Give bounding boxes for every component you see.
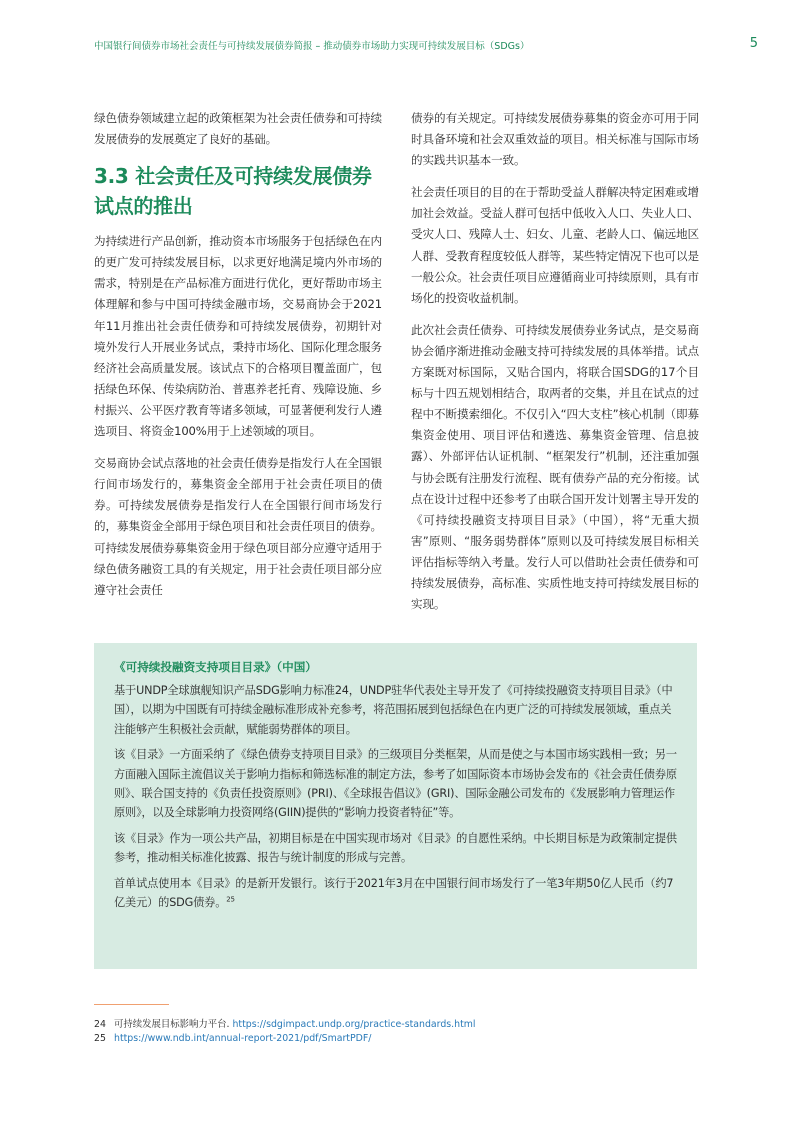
footnote-number: 24 (94, 1019, 106, 1030)
footnote-link[interactable]: https://www.ndb.int/annual-report-2021/pdf/SmartPDF/ (114, 1033, 372, 1044)
paragraph: 社会责任项目的目的在于帮助受益人群解决特定困难或增加社会效益。受益人群可包括中低收入人口、失业人口、受灾人口、残障人士、妇女、儿童、老龄人口、偏远地区人群、受教育程度较低人群等，某些特定情况下也可以是一般公众。社会责任项目应遵循商业可持续原则，具有市场化的投资收益机制。 (411, 185, 699, 305)
left-column (94, 108, 382, 612)
footnote-link[interactable]: https://sdgimpact.undp.org/practice-standards.html (232, 1019, 476, 1030)
paragraph: 交易商协会试点落地的社会责任债券是指发行人在全国银行间市场发行的，募集资金全部用于社会责任项目的债券。可持续发展债券是指发行人在全国银行间市场发行的，募集资金全部用于绿色项目和社会责任项目的债券。可持续发展债券募集资金用于绿色项目部分应遵守适用于绿色债务融资工具的有关规定，用于社会责任项目部分应遵守社会责任 (94, 456, 382, 597)
footnote-divider (94, 1004, 169, 1005)
footnote-number: 25 (94, 1033, 106, 1044)
box-paragraph: 该《目录》作为一项公共产品，初期目标是在中国实现市场对《目录》的自愿性采纳。中长期目标是为政策制定提供参考，推动相关标准化披露、报告与统计制度的形成与完善。 (114, 831, 677, 865)
box-paragraph: 基于UNDP全球旗舰知识产品SDG影响力标准24，UNDP驻华代表处主导开发了《可持续投融资支持项目目录》（中国），以期为中国既有可持续金融标准形成补充参考，将范围拓展到包括绿色在内更广泛的可持续发展领域，重点关注能够产生积极社会贡献，赋能弱势群体的项目。 (114, 684, 673, 736)
box-paragraph: 该《目录》一方面采纳了《绿色债券支持项目目录》的三级项目分类框架，从而是使之与本国市场实践相一致；另一方面融入国际主流倡议关于影响力指标和筛选标准的制定方法，参考了如国际资本市场协会发布的《社会责任债券原则》、联合国支持的《负责任投资原则》(PRI)、《全球报告倡议》(GRI)、国际金融公司发布的《发展影响力管理运作原则》，以及全球影响力投资网络(GIIN)提供的“影响力投资者特征”等。 (114, 748, 677, 820)
paragraph: 绿色债券领域建立起的政策框架为社会责任债券和可持续发展债券的发展奠定了良好的基础。 (94, 111, 382, 147)
right-column (411, 108, 699, 626)
footnote-text: 可持续发展目标影响力平台. (114, 1019, 233, 1030)
footnotes (94, 1018, 714, 1046)
running-header: 中国银行间债券市场社会责任与可持续发展债券简报 – 推动债券市场助力实现可持续发展目标（SDGs） (94, 41, 530, 52)
paragraph: 此次社会责任债券、可持续发展债券业务试点，是交易商协会循序渐进推动金融支持可持续发展的具体举措。试点方案既对标国际，又贴合国内，将联合国SDG的17个目标与十四五规划相结合，取两者的交集，并且在试点的过程中不断摸索细化。不仅引入“四大支柱”核心机制（即募集资金使用、项目评估和遴选、募集资金管理、信息披露）、外部评估认证机制、“框架发行”机制，还注重加强与协会既有注册发行流程、既有债券产品的充分衔接。试点在设计过程中还参考了由联合国开发计划署主导开发的《可持续投融资支持项目目录》（中国），将“无重大损害”原则、“服务弱势群体”原则以及可持续发展目标相关评估指标等纳入考量。发行人可以借助社会责任债券和可持续发展债券，高标准、实质性地支持可持续发展目标的实现。 (411, 322, 699, 612)
page-number: 5 (749, 36, 758, 51)
box-paragraph-text: 首单试点使用本《目录》的是新开发银行。该行于2021年3月在中国银行间市场发行了一笔3年期50亿人民币（约7亿美元）的SDG债券。 (114, 876, 674, 910)
footnote-marker: 25 (226, 895, 235, 904)
case-study-box (94, 643, 697, 969)
paragraph: 债券的有关规定。可持续发展债券募集的资金亦可用于同时具备环境和社会双重效益的项目。相关标准与国际市场的实践共识基本一致。 (411, 111, 699, 168)
paragraph: 为持续进行产品创新，推动资本市场服务于包括绿色在内的更广发可持续发展目标，以求更好地满足境内外市场的需求，特别是在产品标准方面进行优化，更好帮助市场主体理解和参与中国可持续金融市场，交易商协会于2021年11月推出社会责任债券和可持续发展债券，初期针对境外发行人开展业务试点，秉持市场化、国际化理念服务经济社会高质量发展。该试点下的合格项目覆盖面广，包括绿色环保、传染病防治、普惠养老托育、残障设施、乡村振兴、公平医疗教育等诸多领域，可显著便利发行人遴选项目、将资金100%用于上述领域的项目。 (94, 234, 382, 439)
box-title: 《可持续投融资支持项目目录》（中国） (114, 660, 317, 674)
box-paragraph-last (114, 874, 679, 913)
footnote-item (94, 1018, 714, 1032)
section-heading: 3.3 社会责任及可持续发展债券试点的推出 (94, 164, 372, 219)
footnote-item (94, 1032, 714, 1046)
